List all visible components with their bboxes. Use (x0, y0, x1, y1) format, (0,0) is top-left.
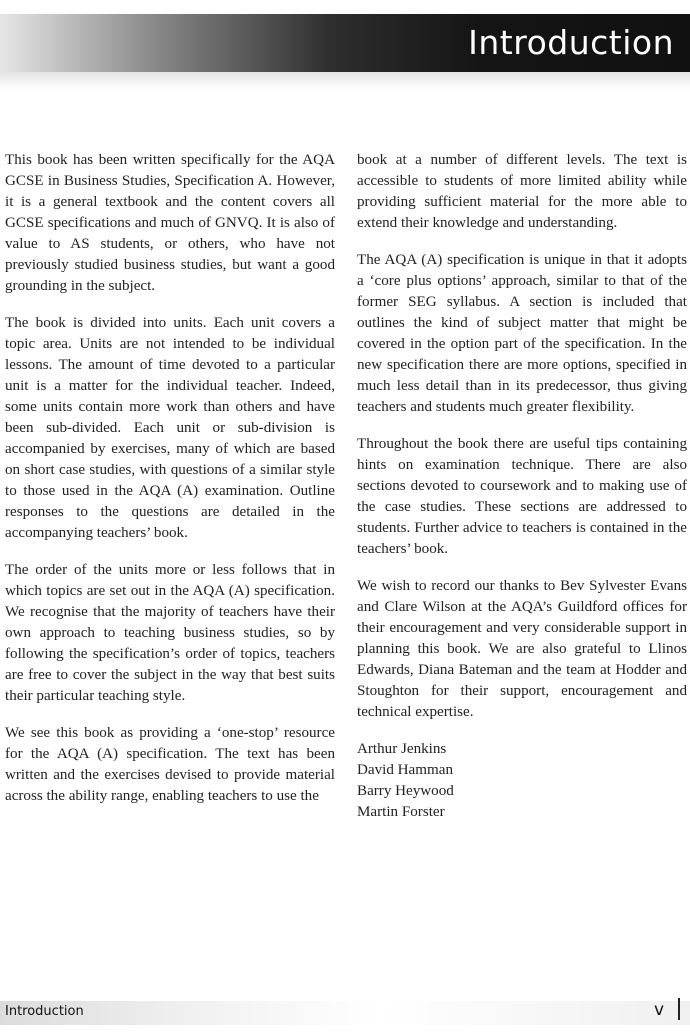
header-band (0, 14, 690, 72)
paragraph: We see this book as providing a ‘one-stop’ resource for the AQA (A) specification. The text has been written and the exercises devised to provide material across the ability range, enabling teachers to use the (5, 725, 335, 804)
footer-section-label: Introduction (5, 1004, 84, 1019)
signatory-name: Barry Heywood (357, 783, 454, 799)
paragraph: The order of the units more or less follows that in which topics are set out in the AQA (A) specification. We recognise that the majority of teachers have their own approach to teaching business studies, so by following the specification’s order of topics, teachers are free to cover the subject in the way that best suits their particular teaching style. (5, 562, 335, 704)
left-column (5, 150, 335, 823)
page-number: v (653, 1000, 664, 1020)
right-column (357, 150, 687, 823)
signatory-name: David Hamman (357, 762, 453, 778)
page-number-rule (678, 998, 680, 1020)
footer-band (0, 1001, 690, 1025)
paragraph: The book is divided into units. Each unit covers a topic area. Units are not intended to be individual lessons. The amount of time devoted to a particular unit is a matter for the individual teacher. Indeed, some units contain more work than others and have been sub-divided. Each unit or sub-division is accompanied by exercises, many of which are based on short case studies, with questions of a similar style to those used in the AQA (A) examination. Outline responses to the questions are detailed in the accompanying teachers’ book. (5, 315, 335, 541)
header-fade (0, 72, 690, 90)
signatory-name: Martin Forster (357, 804, 445, 820)
page-title: Introduction (468, 23, 674, 62)
paragraph: Throughout the book there are useful tips containing hints on examination technique. There are also sections devoted to coursework and to making use of the case studies. These sections are addressed to students. Further advice to teachers is contained in the teachers’ book. (357, 436, 687, 557)
paragraph: This book has been written specifically for the AQA GCSE in Business Studies, Specification A. However, it is a general textbook and the content covers all GCSE specifications and much of GNVQ. It is also of value to AS students, or others, who have not previously studied business studies, but want a good grounding in the subject. (5, 152, 335, 294)
paragraph: The AQA (A) specification is unique in that it adopts a ‘core plus options’ approach, similar to that of the former SEG syllabus. A section is included that outlines the kind of subject matter that might be covered in the option part of the specification. In the new specification there are more options, specified in much less detail than in its predecessor, thus giving teachers and students much greater flexibility. (357, 252, 687, 415)
signatory-name: Arthur Jenkins (357, 741, 447, 757)
paragraph: We wish to record our thanks to Bev Sylvester Evans and Clare Wilson at the AQA’s Guildford offices for their encouragement and very considerable support in planning this book. We are also grateful to Llinos Edwards, Diana Bateman and the team at Hodder and Stoughton for their support, encouragement and technical expertise. (357, 578, 687, 720)
paragraph: book at a number of different levels. The text is accessible to students of more limited ability while providing sufficient material for the more able to extend their knowledge and understanding. (357, 152, 687, 231)
signatories (357, 739, 687, 823)
